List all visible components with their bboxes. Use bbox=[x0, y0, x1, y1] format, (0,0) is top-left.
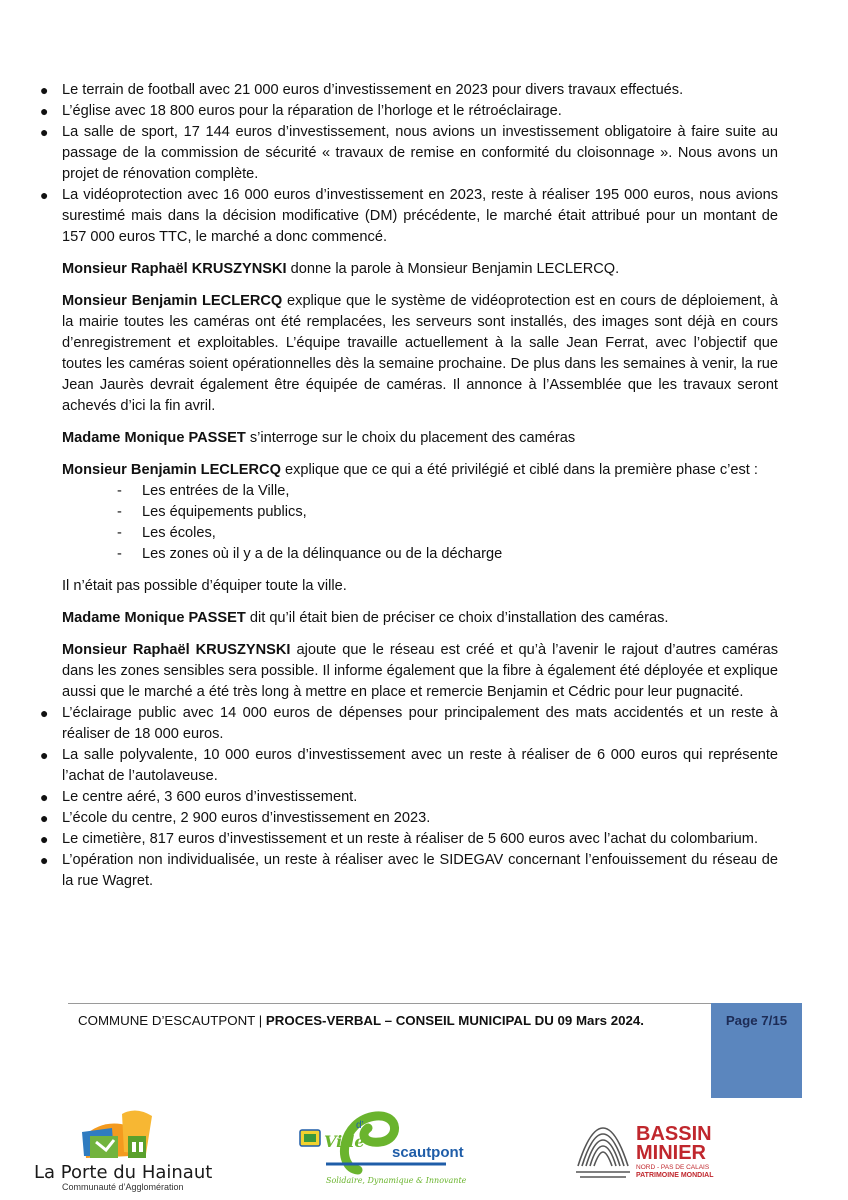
bullet-icon: ● bbox=[40, 852, 49, 868]
hainaut-emblem-icon bbox=[34, 1106, 214, 1164]
bassin-subtitle-2: PATRIMOINE MONDIAL bbox=[636, 1172, 714, 1179]
escautpont-logo bbox=[296, 1110, 467, 1190]
list-item: - Les équipements publics, bbox=[142, 502, 778, 523]
hainaut-subtitle: Communauté d’Agglomération bbox=[62, 1182, 184, 1192]
bassin-title-2: MINIER bbox=[636, 1142, 706, 1164]
list-item: ● La vidéoprotection avec 16 000 euros d’investissement en 2023, reste à réaliser 195 000 euros, nous avions surestimé mais dans la décision modificative (DM) précédente, le marché était attribué pour un montant de 157 000 euros TTC, le marché a donc commencé. bbox=[40, 187, 778, 245]
investment-list-bottom bbox=[40, 703, 778, 892]
paragraph-note: Il n’était pas possible d’équiper toute la ville. bbox=[62, 578, 347, 594]
ville-d: d’ bbox=[356, 1120, 364, 1131]
document-body bbox=[40, 80, 778, 892]
list-item: - Les entrées de la Ville, bbox=[142, 481, 778, 502]
list-item: ● La salle de sport, 17 144 euros d’investissement, nous avions un investissement obligatoire à faire suite au passage de la commission de sécurité « travaux de remise en conformité du cloisonnage ». Nous avons un projet de rénovation complète. bbox=[40, 124, 778, 182]
list-item: - Les écoles, bbox=[142, 523, 778, 544]
dash-icon: - bbox=[117, 525, 122, 541]
investment-list-top bbox=[40, 80, 778, 248]
list-item: ● L’église avec 18 800 euros pour la réparation de l’horloge et le rétroéclairage. bbox=[62, 101, 778, 122]
paragraph-passet-2: Madame Monique PASSET dit qu’il était bien de préciser ce choix d’installation des caméras. bbox=[62, 610, 669, 626]
list-item: ● Le cimetière, 817 euros d’investissement et un reste à réaliser de 5 600 euros avec l’achat du colombarium. bbox=[62, 829, 778, 850]
list-item: ● L’école du centre, 2 900 euros d’investissement en 2023. bbox=[62, 808, 778, 829]
bullet-icon: ● bbox=[40, 705, 49, 721]
bullet-icon: ● bbox=[40, 810, 49, 826]
bullet-icon: ● bbox=[40, 789, 49, 805]
list-item: ● L’éclairage public avec 14 000 euros de dépenses pour principalement des mats accidentés et un reste à réaliser de 18 000 euros. bbox=[40, 705, 778, 742]
page-number-box: Page 7/15 bbox=[711, 1003, 802, 1098]
bullet-icon: ● bbox=[40, 82, 49, 98]
bullet-icon: ● bbox=[40, 124, 49, 140]
paragraph-kruszynski-2: Monsieur Raphaël KRUSZYNSKI ajoute que le réseau est créé et qu’à l’avenir le rajout d’autres caméras dans les zones sensibles sera possible. Il informe également que la fibre à également été déployée et explique aussi que le marché a été très long à mettre en place et remercie Benjamin et Cédric pour leur pugnacité. bbox=[62, 642, 778, 700]
footer-divider bbox=[68, 1003, 711, 1004]
bullet-icon: ● bbox=[40, 831, 49, 847]
list-item: ● La salle polyvalente, 10 000 euros d’investissement avec un reste à réaliser de 6 000 euros qui représente l’achat de l’autolaveuse. bbox=[40, 747, 778, 784]
footer-title: COMMUNE D’ESCAUTPONT | PROCES-VERBAL – CONSEIL MUNICIPAL DU 09 Mars 2024. bbox=[78, 1013, 644, 1028]
hainaut-logo bbox=[34, 1106, 214, 1196]
paragraph-kruszynski-1: Monsieur Raphaël KRUSZYNSKI donne la parole à Monsieur Benjamin LECLERCQ. bbox=[62, 261, 620, 277]
paragraph-leclercq-1: Monsieur Benjamin LECLERCQ explique que le système de vidéoprotection est en cours de déploiement, à la mairie toutes les caméras ont été remplacées, les serveurs sont installés, des images sont déjà en cours d’enregistrement et exploitables. L’équipe travaille actuellement à la salle Jean Ferrat, avec l’objectif que toutes les caméras soient opérationnelles dès la semaine prochaine. De plus dans les semaines à venir, la rue Jean Jaurès devrait également être équipée de caméras. Il annonce à l’Assemblée que les travaux seront achevés d’ici la fin avril. bbox=[62, 293, 778, 414]
ville-slogan: Solidaire, Dynamique & Innovante bbox=[326, 1176, 467, 1185]
list-item: ● Le terrain de football avec 21 000 euros d’investissement en 2023 pour divers travaux effectués. bbox=[62, 80, 778, 101]
dash-icon: - bbox=[117, 504, 122, 520]
paragraph-passet-1: Madame Monique PASSET s’interroge sur le choix du placement des caméras bbox=[62, 430, 576, 446]
bassin-minier-logo bbox=[572, 1122, 822, 1182]
hainaut-name: La Porte du Hainaut bbox=[34, 1162, 213, 1183]
paragraph-leclercq-2: Monsieur Benjamin LECLERCQ explique que ce qui a été privilégié et ciblé dans la première phase c’est : bbox=[62, 462, 758, 478]
dash-icon: - bbox=[117, 546, 122, 562]
bassin-subtitle-1: NORD - PAS DE CALAIS bbox=[636, 1164, 710, 1171]
list-item: ● L’opération non individualisée, un reste à réaliser avec le SIDEGAV concernant l’enfouissement du réseau de la rue Wagret. bbox=[40, 852, 778, 889]
bullet-icon: ● bbox=[40, 103, 49, 119]
camera-priority-list bbox=[62, 481, 778, 565]
bullet-icon: ● bbox=[40, 187, 49, 203]
bassin-title-1: BASSIN bbox=[636, 1123, 712, 1145]
ville-word: Ville bbox=[324, 1132, 365, 1151]
list-item: ● Le centre aéré, 3 600 euros d’investissement. bbox=[62, 787, 778, 808]
escautpont-emblem-icon bbox=[296, 1110, 456, 1176]
bullet-icon: ● bbox=[40, 747, 49, 763]
bassin-minier-emblem-icon bbox=[572, 1122, 634, 1182]
dash-icon: - bbox=[117, 483, 122, 499]
list-item: - Les zones où il y a de la délinquance ou de la décharge bbox=[142, 544, 778, 565]
ville-name: scautpont bbox=[392, 1144, 464, 1161]
